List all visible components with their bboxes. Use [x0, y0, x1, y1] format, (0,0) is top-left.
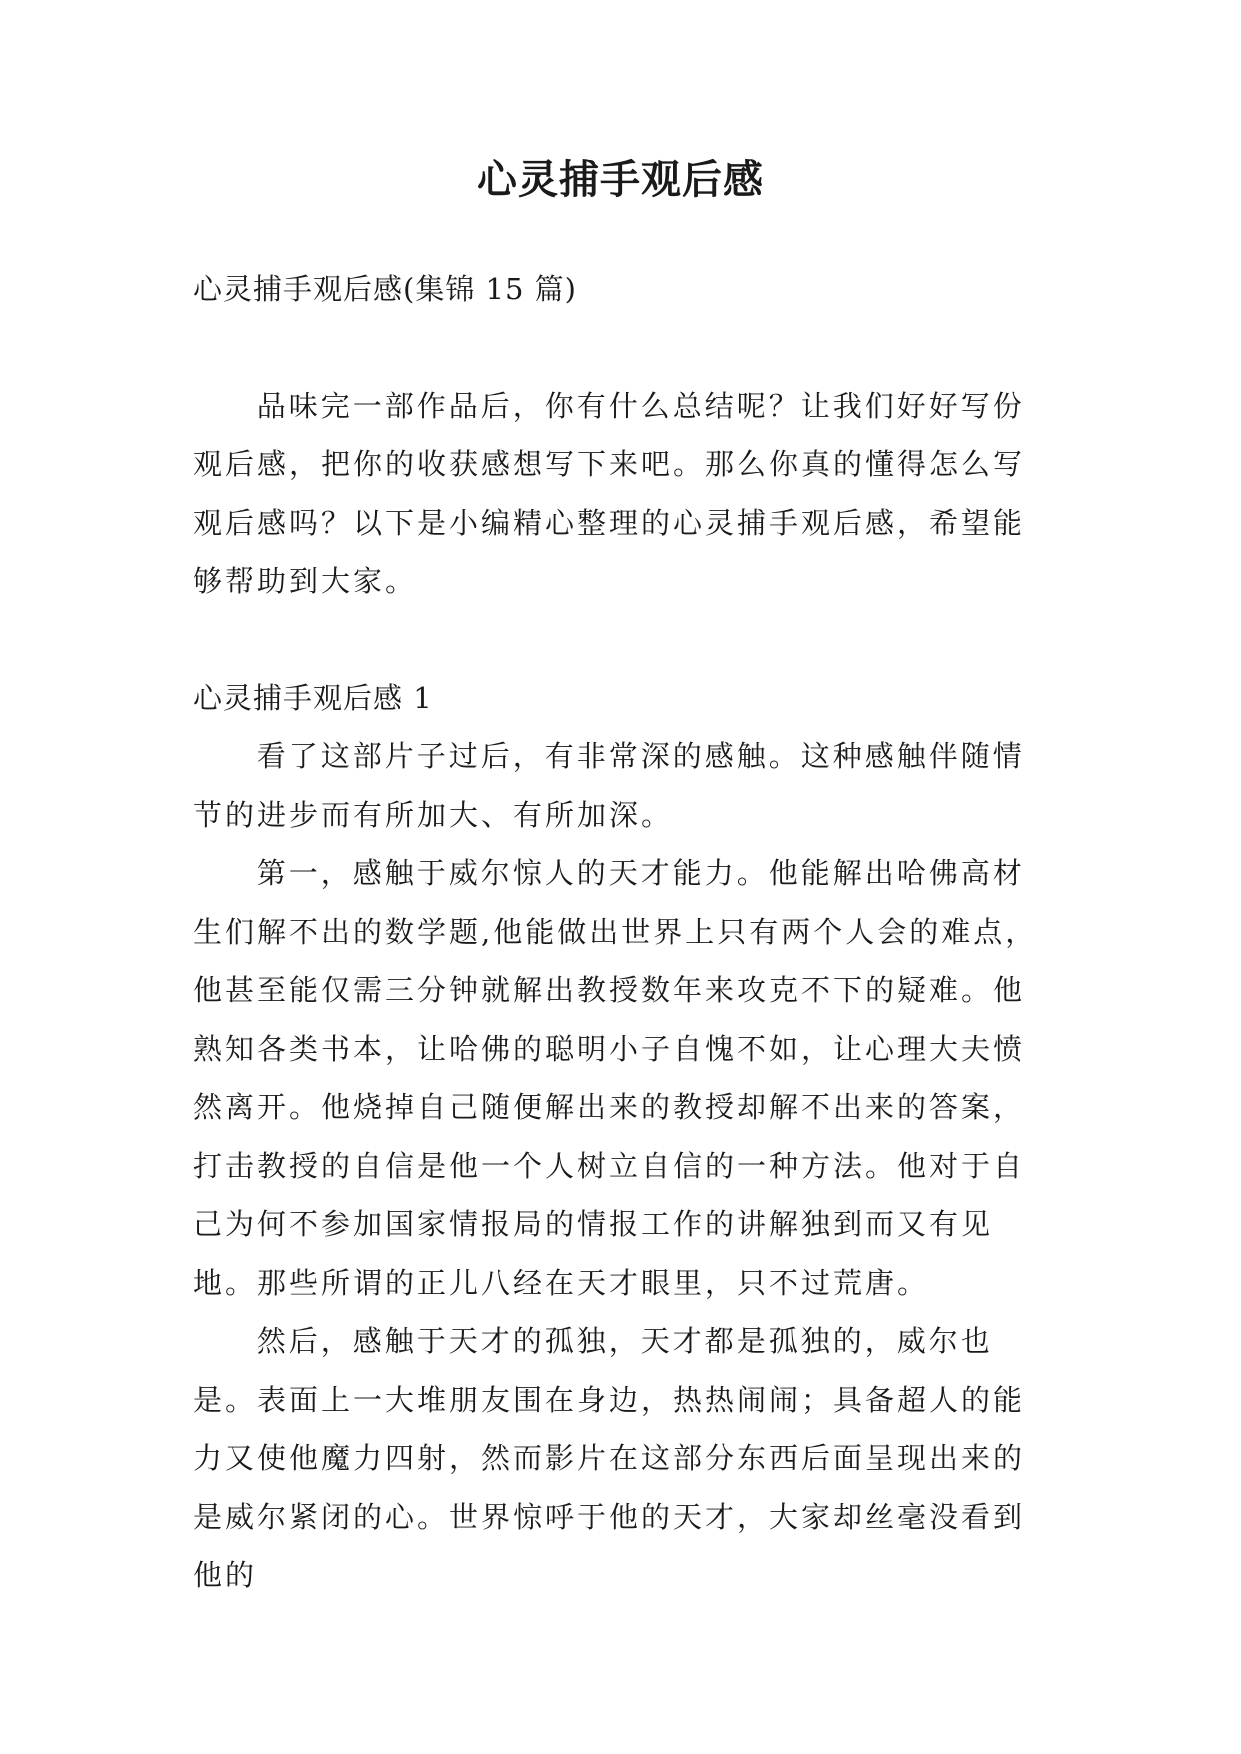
section-heading: 心灵捕手观后感 1: [193, 680, 433, 715]
document-title: 心灵捕手观后感: [477, 157, 764, 203]
document-subtitle: 心灵捕手观后感(集锦 15 篇): [193, 272, 577, 306]
body-paragraph: 然后，感触于天才的孤独，天才都是孤独的，威尔也是。表面上一大堆朋友围在身边，热热闹闹；具备超人的能力又使他魔力四射，然而影片在这部分东西后面呈现出来的是威尔紧闭的心。世界惊呼于他的天才，大家却丝毫没看到他的: [193, 1324, 1026, 1592]
body-paragraph: 看了这部片子过后，有非常深的感触。这种感触伴随情节的进步而有所加大、有所加深。: [193, 739, 1025, 832]
intro-paragraph: 品味完一部作品后，你有什么总结呢？让我们好好写份观后感，把你的收获感想写下来吧。那么你真的懂得怎么写观后感吗？以下是小编精心整理的心灵捕手观后感，希望能够帮助到大家。: [193, 388, 1026, 598]
body-paragraph: 第一，感触于威尔惊人的天才能力。他能解出哈佛高材生们解不出的数学题,他能做出世界上只有两个人会的难点，他甚至能仅需三分钟就解出教授数年来攻克不下的疑难。他熟知各类书本，让哈佛的聪明小子自愧不如，让心理大夫愤然离开。他烧掉自己随便解出来的教授却解不出来的答案，打击教授的自信是他一个人树立自信的一种方法。他对于自己为何不参加国家情报局的情报工作的讲解独到而又有见地。那些所谓的正儿八经在天才眼里，只不过荒唐。: [193, 856, 1038, 1300]
document-body: [193, 260, 1053, 1605]
